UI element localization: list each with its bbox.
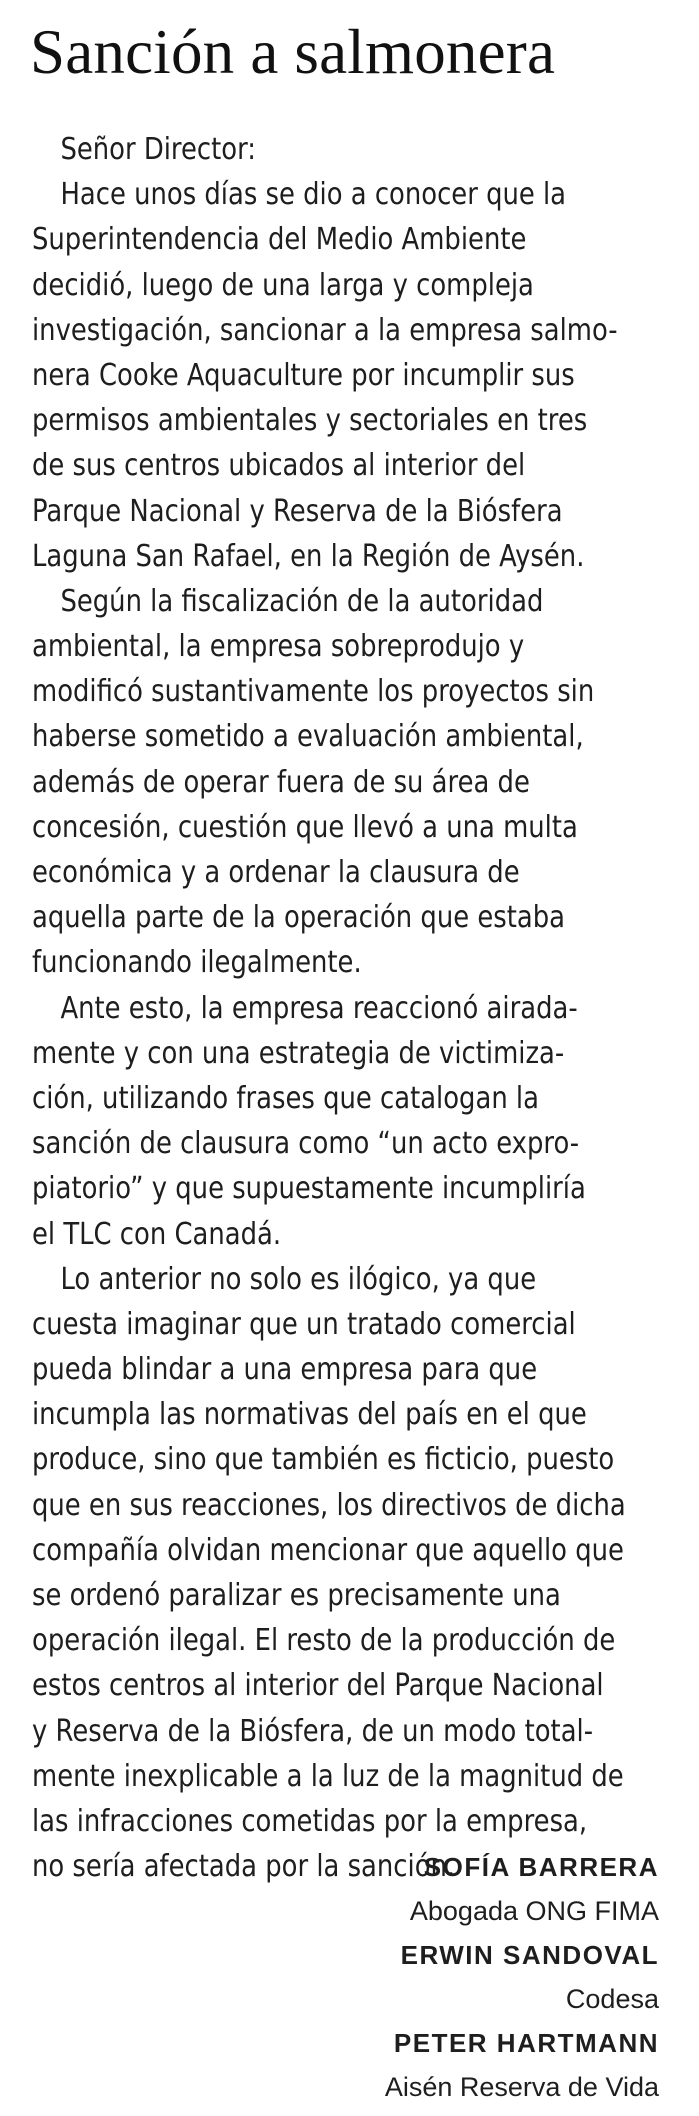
body-line: y Reserva de la Biósfera, de un modo total- bbox=[32, 1713, 594, 1749]
signatory-name: SOFÍA BARRERA bbox=[423, 1852, 659, 1882]
body-line: decidió, luego de una larga y compleja bbox=[32, 267, 534, 303]
signatory-organization: Codesa bbox=[565, 1984, 659, 2014]
body-line: aquella parte de la operación que estaba bbox=[32, 900, 565, 936]
body-line: incumpla las normativas del país en el que bbox=[32, 1397, 587, 1433]
body-line: Ante esto, la empresa reaccionó airada- bbox=[60, 990, 578, 1026]
body-line: cuesta imaginar que un tratado comercial bbox=[32, 1306, 576, 1342]
body-line: mente inexplicable a la luz de la magnitud de bbox=[32, 1758, 624, 1794]
body-line: el TLC con Canadá. bbox=[32, 1216, 282, 1252]
body-line: Superintendencia del Medio Ambiente bbox=[32, 222, 527, 258]
body-line: produce, sino que también es ficticio, puesto bbox=[32, 1442, 615, 1478]
body-line: ambiental, la empresa sobreprodujo y bbox=[32, 629, 525, 665]
body-line: Señor Director: bbox=[60, 132, 256, 167]
signatory-name: ERWIN SANDOVAL bbox=[400, 1940, 659, 1970]
body-line: se ordenó paralizar es precisamente una bbox=[32, 1578, 561, 1613]
body-line: de sus centros ubicados al interior del bbox=[32, 448, 526, 484]
signatory-name: PETER HARTMANN bbox=[393, 2028, 659, 2058]
body-line: concesión, cuestión que llevó a una multa bbox=[32, 809, 578, 845]
body-line: no sería afectada por la sanción. bbox=[32, 1849, 456, 1885]
signatory-organization: Abogada ONG FIMA bbox=[409, 1896, 659, 1926]
body-line: Según la fiscalización de la autoridad bbox=[60, 583, 544, 619]
body-line: ción, utilizando frases que catalogan la bbox=[32, 1080, 539, 1116]
body-line: estos centros al interior del Parque Nacional bbox=[32, 1668, 604, 1704]
body-line: compañía olvidan mencionar que aquello que bbox=[32, 1532, 624, 1568]
body-line: las infracciones cometidas por la empresa, bbox=[32, 1803, 588, 1839]
body-line: pueda blindar a una empresa para que bbox=[32, 1352, 538, 1388]
body-line: sanción de clausura como “un acto expro- bbox=[32, 1126, 580, 1162]
body-line: nera Cooke Aquaculture por incumplir sus bbox=[32, 357, 575, 393]
body-line: modificó sustantivamente los proyectos sin bbox=[32, 674, 595, 710]
signatures bbox=[99, 1852, 659, 2116]
letter-body bbox=[32, 127, 626, 1889]
body-line: permisos ambientales y sectoriales en tres bbox=[32, 403, 588, 439]
body-line: Laguna San Rafael, en la Región de Aysén. bbox=[32, 538, 585, 574]
body-line: Lo anterior no solo es ilógico, ya que bbox=[60, 1261, 537, 1297]
body-line: económica y a ordenar la clausura de bbox=[32, 855, 520, 890]
body-line: haberse sometido a evaluación ambiental, bbox=[32, 719, 584, 755]
signatory-organization: Aisén Reserva de Vida bbox=[384, 2072, 659, 2102]
body-line: operación ilegal. El resto de la producción de bbox=[32, 1623, 616, 1659]
body-line: Parque Nacional y Reserva de la Biósfera bbox=[32, 493, 563, 529]
body-line: mente y con una estrategia de victimiza- bbox=[32, 1035, 565, 1071]
body-line: además de operar fuera de su área de bbox=[32, 764, 530, 800]
body-line: Hace unos días se dio a conocer que la bbox=[60, 177, 567, 213]
body-line: que en sus reacciones, los directivos de dicha bbox=[32, 1487, 626, 1523]
article-title: Sanción a salmonera bbox=[30, 17, 556, 87]
body-line: piatorio” y que supuestamente incumpliría bbox=[32, 1171, 586, 1207]
body-line: funcionando ilegalmente. bbox=[32, 945, 362, 981]
body-line: investigación, sancionar a la empresa salmo- bbox=[32, 312, 618, 348]
